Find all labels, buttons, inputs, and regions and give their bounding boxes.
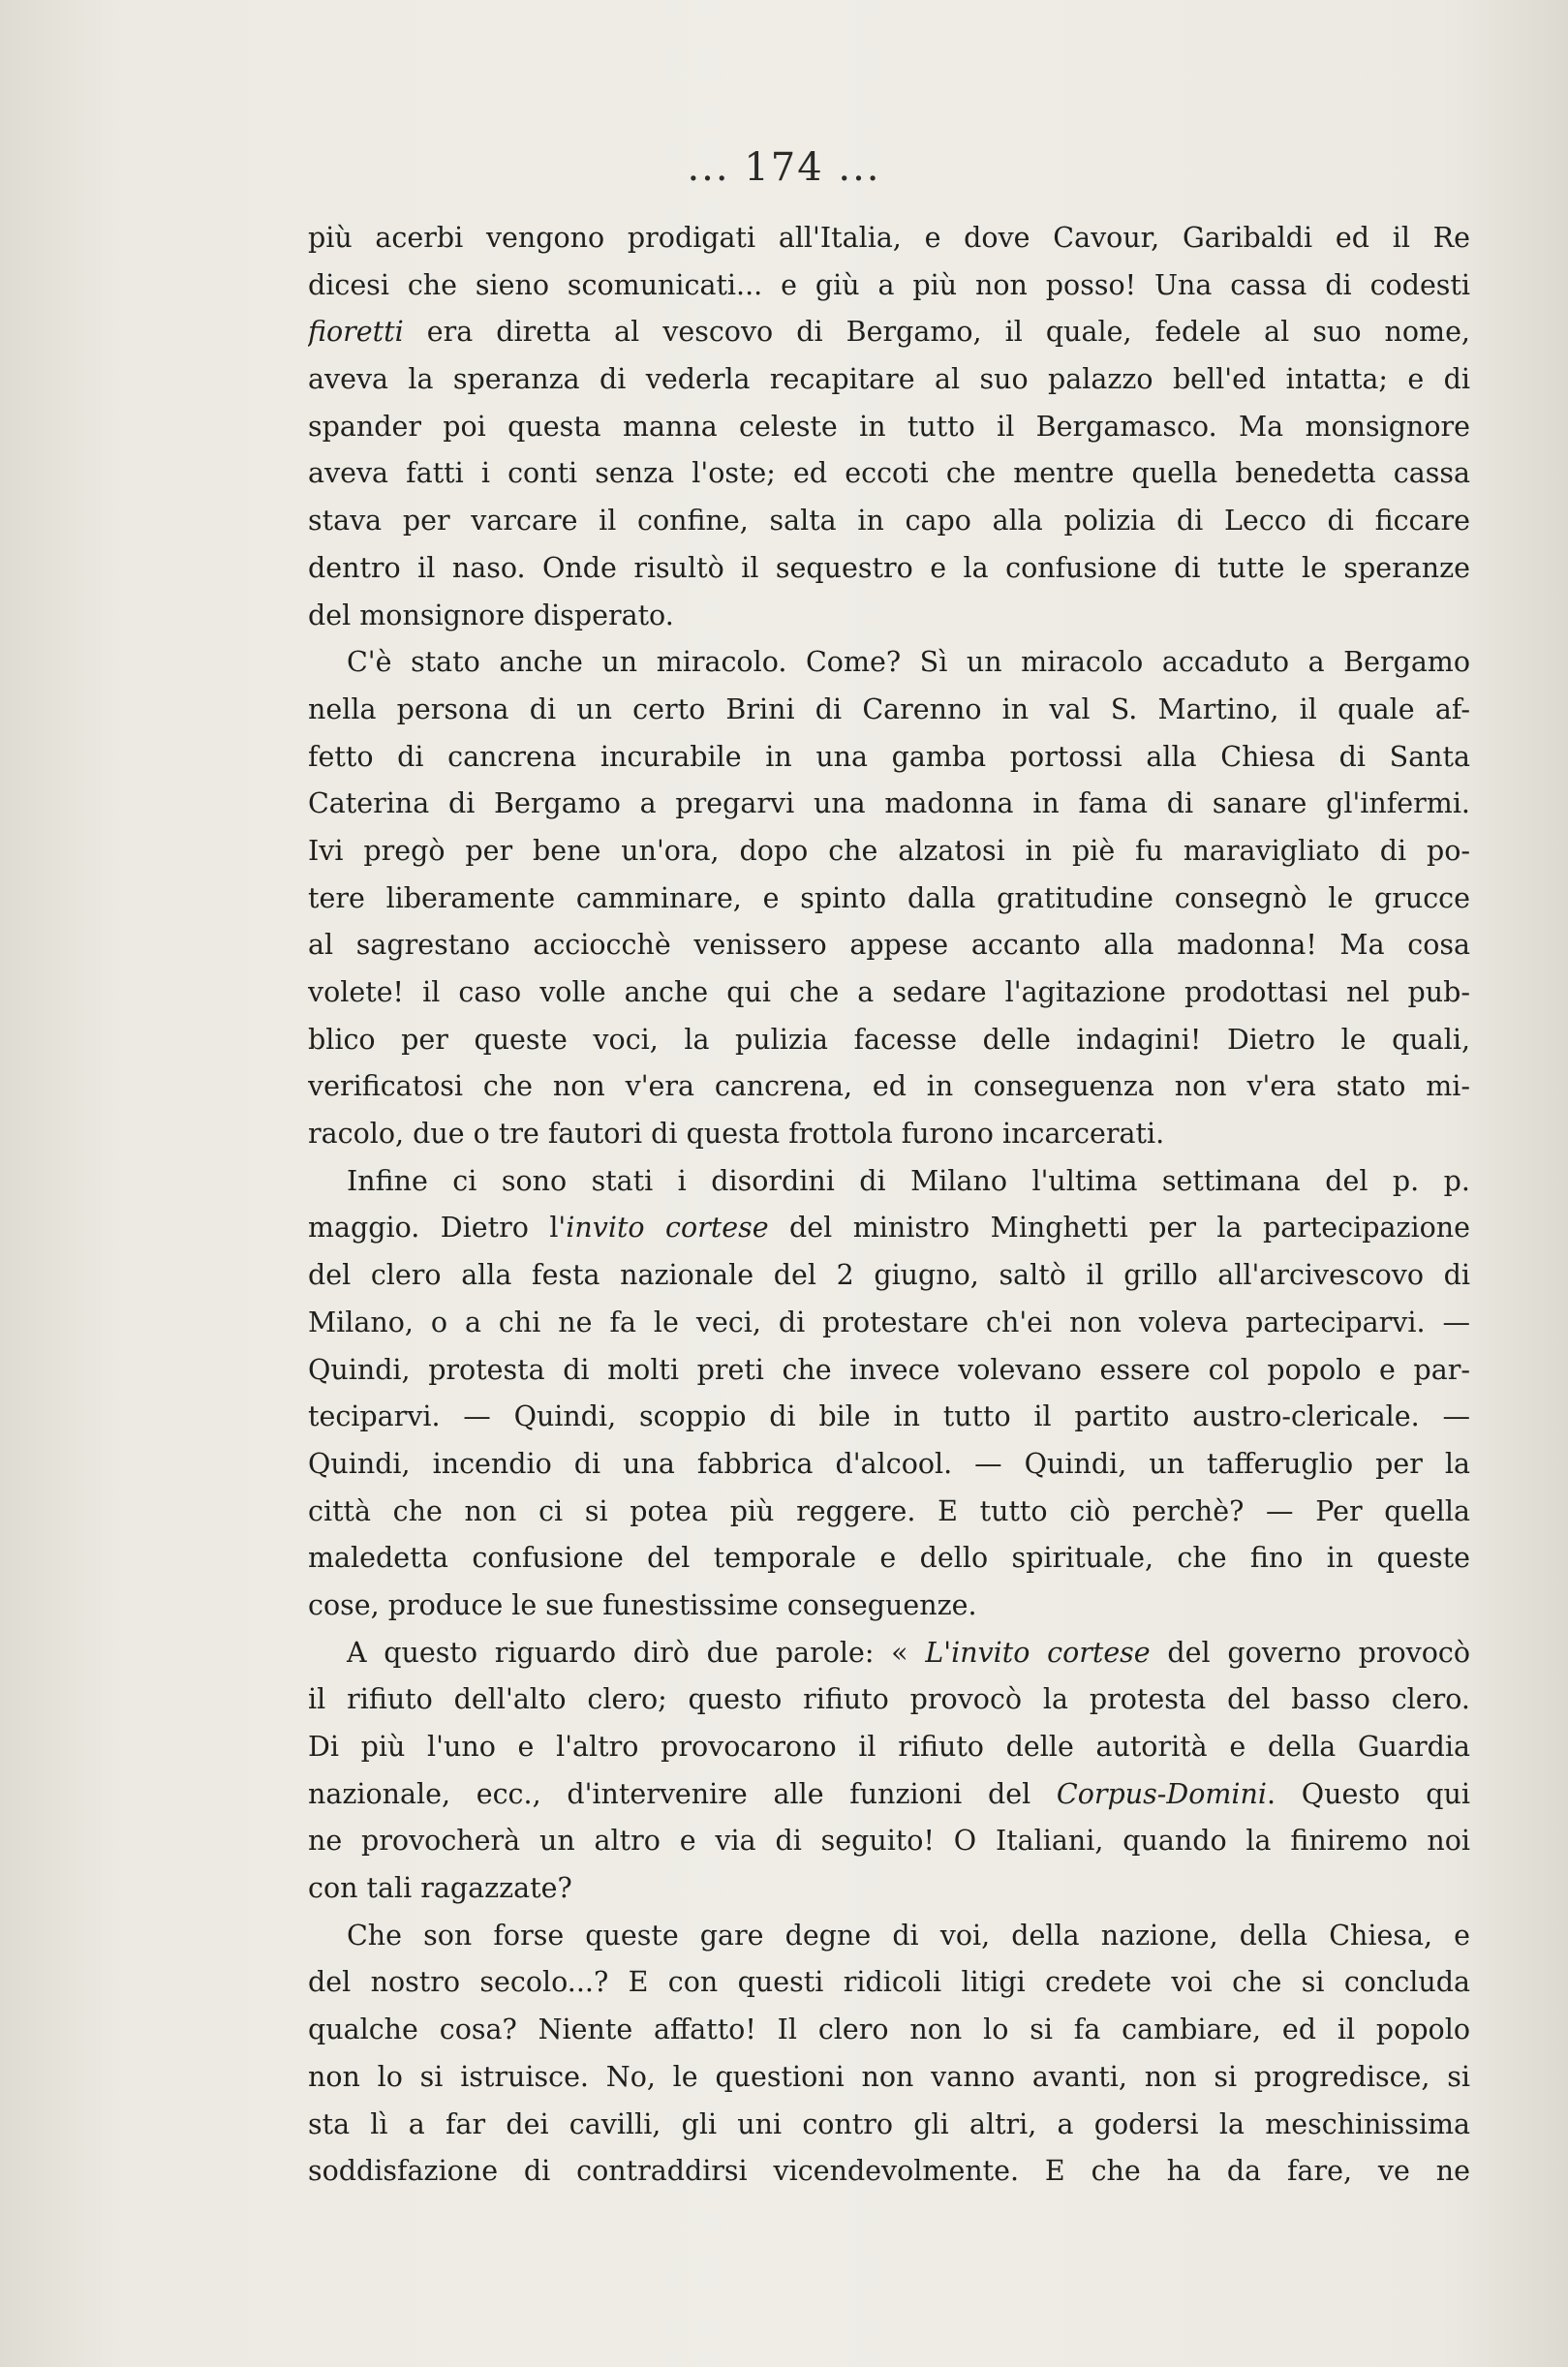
italic-phrase: Corpus-Domini [1056, 1777, 1267, 1810]
text-line: stava per varcare il confine, salta in capo alla polizia di Lecco di ficcare [308, 505, 1470, 538]
text-line: sta lì a far dei cavilli, gli uni contro gli altri, a godersi la meschinissima [308, 2107, 1470, 2140]
text-line: dicesi che sieno scomunicati... e giù a più non posso! Una cassa di codesti [308, 268, 1470, 301]
italic-phrase: L'invito cortese [925, 1636, 1151, 1669]
text-line: Quindi, incendio di una fabbrica d'alcool. — Quindi, un tafferuglio per la [308, 1447, 1470, 1480]
text-line: Che son forse queste gare degne di voi, della nazione, della Chiesa, e [347, 1919, 1470, 1952]
text-line: C'è stato anche un miracolo. Come? Sì un miracolo accaduto a Bergamo [347, 646, 1470, 679]
text-run: nazionale, ecc., d'intervenire alle funzioni del [308, 1777, 1057, 1810]
text-line: racolo, due o tre fautori di questa frottola furono incarcerati. [308, 1118, 1165, 1151]
text-run: . Questo qui [1266, 1777, 1470, 1810]
text-line: soddisfazione di contraddirsi vicendevolmente. E che ha da fare, ve ne [308, 2155, 1470, 2188]
text-line: fetto di cancrena incurabile in una gamba portossi alla Chiesa di Santa [308, 740, 1470, 773]
text-line: aveva fatti i conti senza l'oste; ed eccoti che mentre quella benedetta cassa [308, 457, 1470, 490]
text-line: blico per queste voci, la pulizia facesse delle indagini! Dietro le quali, [308, 1023, 1470, 1056]
text-line: Caterina di Bergamo a pregarvi una madonna in fama di sanare gl'infermi. [308, 787, 1470, 820]
text-line: del clero alla festa nazionale del 2 giugno, saltò il grillo all'arcivescovo di [308, 1259, 1470, 1292]
text-line: Quindi, protesta di molti preti che invece volevano essere col popolo e par- [308, 1353, 1470, 1386]
text-line: non lo si istruisce. No, le questioni non vanno avanti, non si progredisce, si [308, 2060, 1470, 2093]
text-run: maggio. Dietro l' [308, 1212, 567, 1245]
text-line: dentro il naso. Onde risultò il sequestro e la confusione di tutte le speranze [308, 551, 1470, 584]
text-line: volete! il caso volle anche qui che a sedare l'agitazione prodottasi nel pub- [308, 976, 1470, 1008]
text-line: più acerbi vengono prodigati all'Italia, e dove Cavour, Garibaldi ed il Re [308, 222, 1470, 254]
page-number: ... 174 ... [687, 145, 881, 190]
text-line: del monsignore disperato. [308, 599, 674, 631]
text-line: al sagrestano acciocchè venissero appese accanto alla madonna! Ma cosa [308, 929, 1470, 962]
text-run: del governo provocò [1150, 1636, 1470, 1669]
text-line: spander poi questa manna celeste in tutto il Bergamasco. Ma monsignore [308, 410, 1470, 443]
text-line: Infine ci sono stati i disordini di Milano l'ultima settimana del p. p. [347, 1164, 1470, 1197]
text-run: A questo riguardo dirò due parole: « [347, 1636, 926, 1669]
text-line: tere liberamente camminare, e spinto dalla gratitudine consegnò le grucce [308, 881, 1470, 914]
text-line [308, 309, 1470, 356]
italic-phrase: invito cortese [566, 1212, 769, 1245]
text-run: era diretta al vescovo di Bergamo, il quale, fedele al suo nome, [403, 316, 1470, 349]
text-line: verificatosi che non v'era cancrena, ed in conseguenza non v'era stato mi- [308, 1070, 1470, 1103]
text-line: cose, produce le sue funestissime conseguenze. [308, 1588, 977, 1621]
text-line: qualche cosa? Niente affatto! Il clero non lo si fa cambiare, ed il popolo [308, 2013, 1470, 2046]
text-line: ne provocherà un altro e via di seguito! O Italiani, quando la finiremo noi [308, 1825, 1470, 1858]
text-line: Ivi pregò per bene un'ora, dopo che alzatosi in piè fu maravigliato di po- [308, 834, 1470, 867]
italic-phrase: fioretti [308, 316, 404, 349]
text-line: Di più l'uno e l'altro provocarono il rifiuto delle autorità e della Guardia [308, 1731, 1470, 1763]
text-line: maledetta confusione del temporale e dello spirituale, che fino in queste [308, 1542, 1470, 1575]
text-line [308, 1205, 1470, 1252]
text-line: città che non ci si potea più reggere. E tutto ciò perchè? — Per quella [308, 1494, 1470, 1527]
text-line: aveva la speranza di vederla recapitare al suo palazzo bell'ed intatta; e di [308, 363, 1470, 396]
text-line: Milano, o a chi ne fa le veci, di protestare ch'ei non voleva parteciparvi. — [308, 1306, 1470, 1338]
text-line: con tali ragazzate? [308, 1872, 572, 1905]
text-line [308, 1771, 1470, 1819]
text-line: nella persona di un certo Brini di Carenno in val S. Martino, il quale af- [308, 692, 1470, 725]
text-line: del nostro secolo...? E con questi ridicoli litigi credete voi che si concluda [308, 1966, 1470, 1999]
text-line: il rifiuto dell'alto clero; questo rifiuto provocò la protesta del basso clero. [308, 1683, 1470, 1716]
text-line: teciparvi. — Quindi, scoppio di bile in tutto il partito austro-clericale. — [308, 1400, 1470, 1433]
body-text [308, 215, 1470, 2196]
text-run: del ministro Minghetti per la partecipazione [768, 1212, 1470, 1245]
text-line [308, 1630, 1470, 1677]
